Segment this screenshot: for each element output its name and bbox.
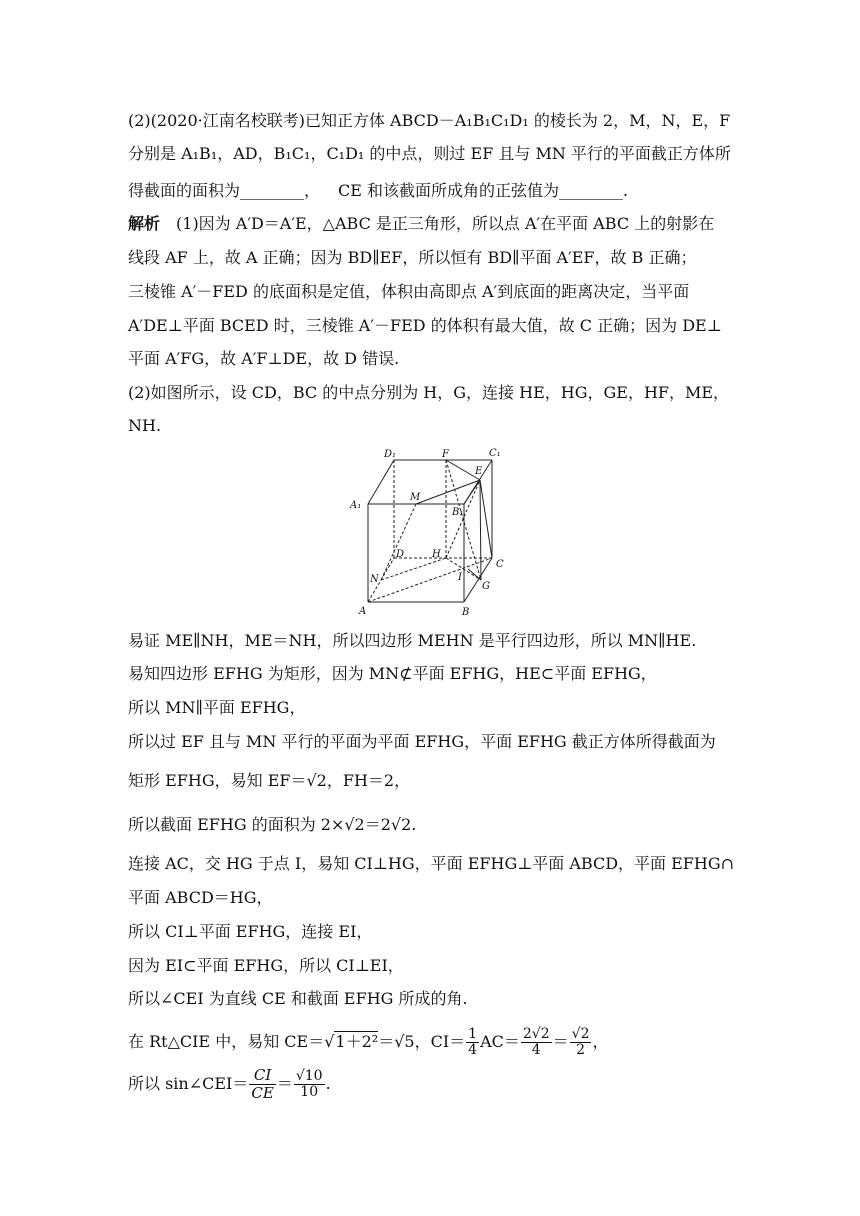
label-E: E <box>475 466 483 477</box>
label-D1: D₁ <box>384 449 397 460</box>
problem-line-3a: 得截面的面积为________， <box>128 181 321 200</box>
solution-p1-line-1 <box>128 213 714 235</box>
eq12-sqrt: 1＋2² <box>335 1032 379 1051</box>
solution-line-after-7: 连接 AC，交 HG 于点 I，易知 CI⊥HG，平面 EFHG⊥平面 ABCD，平面 EFHG∩ <box>128 854 735 873</box>
solution-line-after-1: 易证 ME∥NH，ME＝NH，所以四边形 MEHN 是平行四边形，所以 MN∥HE. <box>128 631 697 650</box>
eq13-mid: ＝ <box>276 1074 293 1093</box>
label-D: D <box>396 549 405 560</box>
sqrt-sign: √ <box>324 1032 335 1051</box>
eq12-prefix: 在 Rt△CIE 中，易知 CE＝ <box>128 1032 325 1051</box>
label-F: F <box>442 449 449 460</box>
solution-p2-line-2: NH. <box>128 416 162 435</box>
label-M: M <box>410 492 421 503</box>
solution-line-after-2: 易知四边形 EFHG 为矩形，因为 MN⊄平面 EFHG，HE⊂平面 EFHG， <box>128 664 657 683</box>
fraction-2sqrt2-over-4 <box>521 1027 552 1058</box>
label-C: C <box>496 559 504 570</box>
eq12-end: ， <box>592 1032 609 1051</box>
label-H: H <box>432 549 441 560</box>
cube-diagram <box>340 444 520 618</box>
fraction-sqrt10-over-10 <box>294 1069 325 1100</box>
frac-denominator: 2 <box>576 1042 586 1058</box>
solution-line-after-12 <box>128 1024 609 1060</box>
eq13-prefix: 所以 sin∠CEI＝ <box>128 1074 249 1093</box>
solution-line-after-4: 所以过 EF 且与 MN 平行的平面为平面 EFHG，平面 EFHG 截正方体所得截面为 <box>128 732 716 751</box>
label-I: I <box>458 572 462 583</box>
frac-denominator: 4 <box>468 1042 478 1058</box>
label-B1: B₁ <box>452 507 464 518</box>
solution-line-after-10: 因为 EI⊂平面 EFHG，所以 CI⊥EI， <box>128 956 404 975</box>
solution-p1-text-1: (1)因为 A′D＝A′E，△ABC 是正三角形，所以点 A′在平面 ABC 上的射影在 <box>176 214 715 233</box>
solution-line-after-3: 所以 MN∥平面 EFHG， <box>128 698 306 717</box>
solution-p1-line-4: A′DE⊥平面 BCED 时，三棱锥 A′－FED 的体积有最大值，故 C 正确；因为 DE⊥ <box>128 316 722 335</box>
problem-line-1: (2)(2020·江南名校联考)已知正方体 ABCD－A₁B₁C₁D₁ 的棱长为 2，M，N，E，F <box>128 111 731 130</box>
frac-denominator: CE <box>251 1084 274 1102</box>
frac-numerator: √10 <box>295 1068 323 1084</box>
solution-line-after-6: 所以截面 EFHG 的面积为 2×√2＝2√2. <box>128 815 417 834</box>
fraction-sqrt2-over-2 <box>570 1027 592 1058</box>
solution-p2-line-1: (2)如图所示，设 CD，BC 的中点分别为 H，G，连接 HE，HG，GE，HF，ME， <box>128 383 730 402</box>
frac-numerator: 1 <box>468 1026 478 1042</box>
solution-line-after-9: 所以 CI⊥平面 EFHG，连接 EI， <box>128 922 373 941</box>
eq12-mid1: ＝√5，CI＝ <box>378 1032 466 1051</box>
problem-line-3b: CE 和该截面所成角的正弦值为________. <box>338 181 629 200</box>
solution-p1-line-5: 平面 A′FG，故 A′F⊥DE，故 D 错误. <box>128 349 400 368</box>
frac-numerator: √2 <box>571 1026 590 1042</box>
solution-p1-line-2: 线段 AF 上，故 A 正确；因为 BD∥EF，所以恒有 BD∥平面 A′EF，故 B 正确； <box>128 248 697 267</box>
label-B: B <box>462 607 470 618</box>
solution-line-after-13 <box>128 1064 331 1104</box>
fraction-one-quarter <box>466 1027 479 1058</box>
frac-numerator: 2√2 <box>522 1026 550 1042</box>
eq13-end: . <box>325 1074 331 1093</box>
label-C1: C₁ <box>489 448 501 459</box>
frac-denominator: 10 <box>300 1084 319 1100</box>
solution-p1-line-3: 三棱锥 A′－FED 的底面积是定值，体积由高即点 A′到底面的距离决定，当平面 <box>128 282 690 301</box>
eq12-mid3: ＝ <box>552 1032 569 1051</box>
solution-line-after-11: 所以∠CEI 为直线 CE 和截面 EFHG 所成的角. <box>128 989 468 1008</box>
label-A: A <box>359 606 367 617</box>
label-G: G <box>482 581 490 592</box>
solution-label: 解析 <box>128 214 161 233</box>
solution-line-after-5: 矩形 EFHG，易知 EF＝√2，FH＝2， <box>128 771 411 790</box>
label-N: N <box>370 574 379 585</box>
problem-line-2: 分别是 A₁B₁，AD，B₁C₁，C₁D₁ 的中点，则过 EF 且与 MN 平行的平面截正方体所 <box>128 144 731 163</box>
frac-denominator: 4 <box>531 1042 541 1058</box>
eq12-mid2: AC＝ <box>480 1032 520 1051</box>
frac-numerator: CI <box>249 1067 275 1085</box>
label-A1: A₁ <box>350 500 362 511</box>
problem-line-3 <box>128 180 628 202</box>
fraction-ci-over-ce <box>249 1067 275 1102</box>
solution-line-after-8: 平面 ABCD＝HG， <box>128 888 273 907</box>
